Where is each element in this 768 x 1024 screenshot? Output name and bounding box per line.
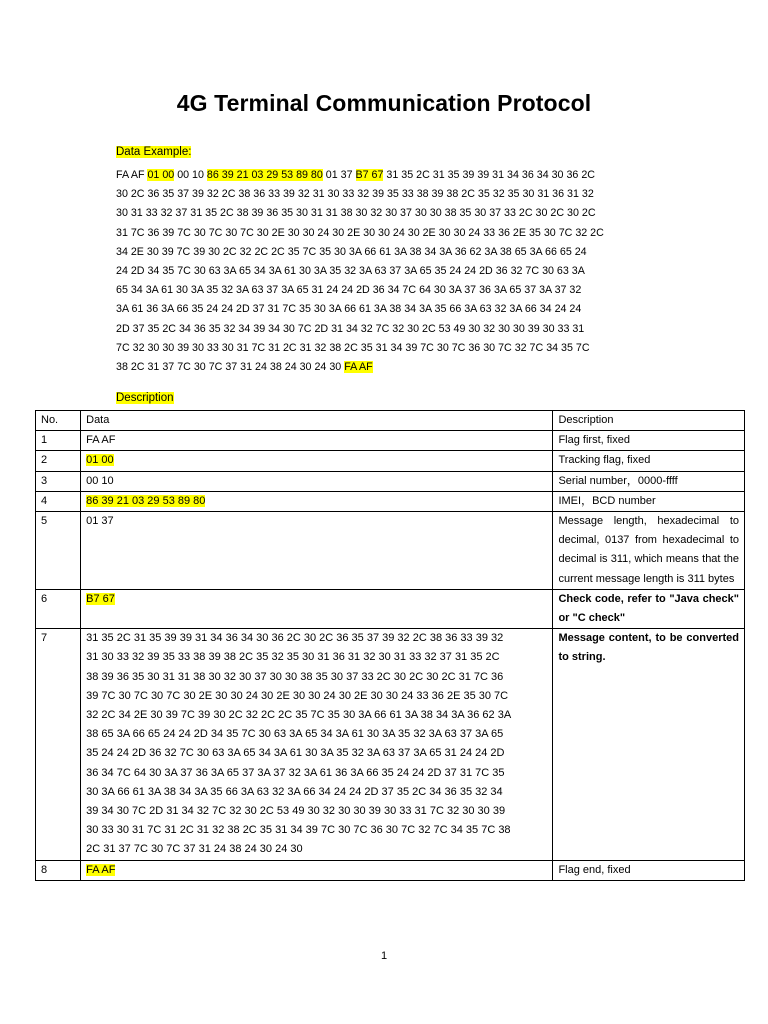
table-row xyxy=(36,512,745,590)
row-description: Message length, hexadecimal to decimal, 0137 from hexadecimal to decimal is 311, which means that the current message length is 311 bytes xyxy=(553,512,745,590)
page-title: 4G Terminal Communication Protocol xyxy=(176,90,592,116)
hex-line xyxy=(116,243,656,262)
data-line: 32 2C 34 2E 30 39 7C 39 30 2C 32 2C 2C 35 7C 35 30 3A 66 61 3A 38 34 3A 36 62 3A xyxy=(86,709,512,722)
data-line: 31 30 33 32 39 35 33 38 39 38 2C 35 32 35 30 31 36 31 32 30 31 33 32 37 31 35 2C xyxy=(86,651,500,664)
hex-segment: 38 2C 31 37 7C 30 7C 37 31 24 38 24 30 24 30 xyxy=(116,360,345,373)
data-line: 38 39 36 35 30 31 31 38 30 32 30 37 30 30 38 35 30 37 33 2C 30 2C 30 2C 31 7C 36 xyxy=(86,670,504,683)
row-description: Flag first, fixed xyxy=(553,431,745,451)
row-description: Check code, refer to "Java check" or "C check" xyxy=(553,589,745,628)
data-line: 36 34 7C 64 30 3A 37 36 3A 65 37 3A 37 32 3A 61 36 3A 66 35 24 24 2D 37 31 7C 35 xyxy=(86,766,505,779)
row-description: Serial number，0000-ffff xyxy=(553,471,745,491)
row-number: 3 xyxy=(36,471,81,491)
hex-line xyxy=(116,185,656,204)
data-value: FA AF xyxy=(86,863,116,876)
data-line: 2C 31 37 7C 30 7C 37 31 24 38 24 30 24 30 xyxy=(86,843,303,856)
hex-line xyxy=(116,224,656,243)
row-data xyxy=(81,471,553,491)
data-value: 00 10 xyxy=(86,474,114,487)
header-no: No. xyxy=(36,411,81,431)
data-line: 39 7C 30 7C 30 7C 30 2E 30 30 24 30 2E 30 30 24 30 2E 30 30 24 33 36 2E 35 30 7C xyxy=(86,689,509,702)
data-value: 01 00 xyxy=(86,454,114,467)
data-value: 86 39 21 03 29 53 89 80 xyxy=(86,494,206,507)
row-number: 7 xyxy=(36,629,81,860)
row-data xyxy=(81,589,553,628)
hex-segment: 31 7C 36 39 7C 30 7C 30 7C 30 2E 30 30 24 30 2E 30 30 24 30 2E 30 30 24 33 36 2E 35 30 7C 32 2C xyxy=(116,226,604,239)
row-data xyxy=(81,451,553,471)
data-example-label xyxy=(116,146,191,158)
row-description: Flag end, fixed xyxy=(553,860,745,880)
hex-line xyxy=(116,262,656,281)
row-description: Message content, to be converted to string. xyxy=(553,629,745,860)
hex-segment: 2D 37 35 2C 34 36 35 32 34 39 34 30 7C 2D 31 34 32 7C 32 30 2C 53 49 30 32 30 30 39 30 33 31 xyxy=(116,322,585,335)
hex-highlighted-segment: B7 67 xyxy=(355,169,384,181)
hex-line xyxy=(116,300,656,319)
table-row xyxy=(36,589,745,628)
hex-highlighted-segment: 86 39 21 03 29 53 89 80 xyxy=(206,169,323,181)
table-row xyxy=(36,860,745,880)
data-line: 35 24 24 2D 36 32 7C 30 63 3A 65 34 3A 61 30 3A 35 32 3A 63 37 3A 65 31 24 24 2D xyxy=(86,747,505,760)
row-number: 6 xyxy=(36,589,81,628)
table-row xyxy=(36,431,745,451)
row-data xyxy=(81,860,553,880)
hex-segment: 3A 61 36 3A 66 35 24 24 2D 37 31 7C 35 30 3A 66 61 3A 38 34 3A 35 66 3A 63 32 3A 66 34 24 24 xyxy=(116,303,582,316)
hex-segment: 30 2C 36 35 37 39 32 2C 38 36 33 39 32 31 30 33 32 39 35 33 38 39 38 2C 35 32 35 30 31 36 31 32 xyxy=(116,188,594,201)
data-line: 38 65 3A 66 65 24 24 2D 34 35 7C 30 63 3A 65 34 3A 61 30 3A 35 32 3A 63 37 3A 65 xyxy=(86,728,504,741)
row-data xyxy=(81,491,553,511)
row-description: Tracking flag, fixed xyxy=(553,451,745,471)
data-line: 31 35 2C 31 35 39 39 31 34 36 34 30 36 2C 30 2C 36 35 37 39 32 2C 38 36 33 39 32 xyxy=(86,632,504,645)
header-data: Data xyxy=(81,411,553,431)
table-header-row xyxy=(36,411,745,431)
page-number: 1 xyxy=(380,950,388,962)
hex-line xyxy=(116,166,656,185)
hex-segment: 7C 32 30 30 39 30 33 30 31 7C 31 2C 31 32 38 2C 35 31 34 39 7C 30 7C 36 30 7C 32 7C 34 35 7C xyxy=(116,341,590,354)
row-number: 4 xyxy=(36,491,81,511)
table-row xyxy=(36,491,745,511)
row-number: 5 xyxy=(36,512,81,590)
hex-line xyxy=(116,358,656,377)
hex-segment: 24 2D 34 35 7C 30 63 3A 65 34 3A 61 30 3A 35 32 3A 63 37 3A 65 35 24 24 2D 36 32 7C 30 63 3A xyxy=(116,264,585,277)
table-row xyxy=(36,451,745,471)
hex-data-example xyxy=(116,166,656,377)
table-row xyxy=(36,629,745,860)
description-label xyxy=(116,392,174,404)
table-row xyxy=(36,471,745,491)
hex-line xyxy=(116,339,656,358)
row-data xyxy=(81,512,553,590)
data-example-label-text: Data Example: xyxy=(116,146,192,158)
data-value: FA AF xyxy=(86,434,116,447)
row-data xyxy=(81,431,553,451)
hex-highlighted-segment: FA AF xyxy=(344,360,373,373)
hex-highlighted-segment: 01 00 xyxy=(147,169,175,181)
header-description: Description xyxy=(553,411,745,431)
hex-line xyxy=(116,281,656,300)
data-value: 01 37 xyxy=(86,515,114,528)
hex-segment: 00 10 xyxy=(174,169,207,181)
protocol-description-table xyxy=(35,410,745,881)
hex-segment: 31 35 2C 31 35 39 39 31 34 36 34 30 36 2C xyxy=(383,169,595,181)
data-line: 30 33 30 31 7C 31 2C 31 32 38 2C 35 31 34 39 7C 30 7C 36 30 7C 32 7C 34 35 7C 38 xyxy=(86,824,511,837)
description-label-text: Description xyxy=(116,392,174,404)
hex-segment: FA AF xyxy=(116,169,148,181)
hex-segment: 30 31 33 32 37 31 35 2C 38 39 36 35 30 31 31 38 30 32 30 37 30 30 38 35 30 37 33 2C 30 2C 30 2C xyxy=(116,207,596,220)
data-line: 39 34 30 7C 2D 31 34 32 7C 32 30 2C 53 49 30 32 30 30 39 30 33 31 7C 32 30 30 39 xyxy=(86,805,506,818)
data-line: 30 3A 66 61 3A 38 34 3A 35 66 3A 63 32 3A 66 34 24 24 2D 37 35 2C 34 36 35 32 34 xyxy=(86,785,503,798)
hex-line xyxy=(116,204,656,223)
row-number: 8 xyxy=(36,860,81,880)
row-data xyxy=(81,629,553,860)
hex-segment: 01 37 xyxy=(322,169,356,181)
data-value: B7 67 xyxy=(86,592,115,605)
hex-segment: 34 2E 30 39 7C 39 30 2C 32 2C 2C 35 7C 35 30 3A 66 61 3A 38 34 3A 36 62 3A 38 65 3A 66 65 24 xyxy=(116,245,587,258)
hex-line xyxy=(116,320,656,339)
row-number: 1 xyxy=(36,431,81,451)
hex-segment: 65 34 3A 61 30 3A 35 32 3A 63 37 3A 65 31 24 24 2D 36 34 7C 64 30 3A 37 36 3A 65 37 3A 37 32 xyxy=(116,284,582,297)
row-number: 2 xyxy=(36,451,81,471)
row-description: IMEI，BCD number xyxy=(553,491,745,511)
